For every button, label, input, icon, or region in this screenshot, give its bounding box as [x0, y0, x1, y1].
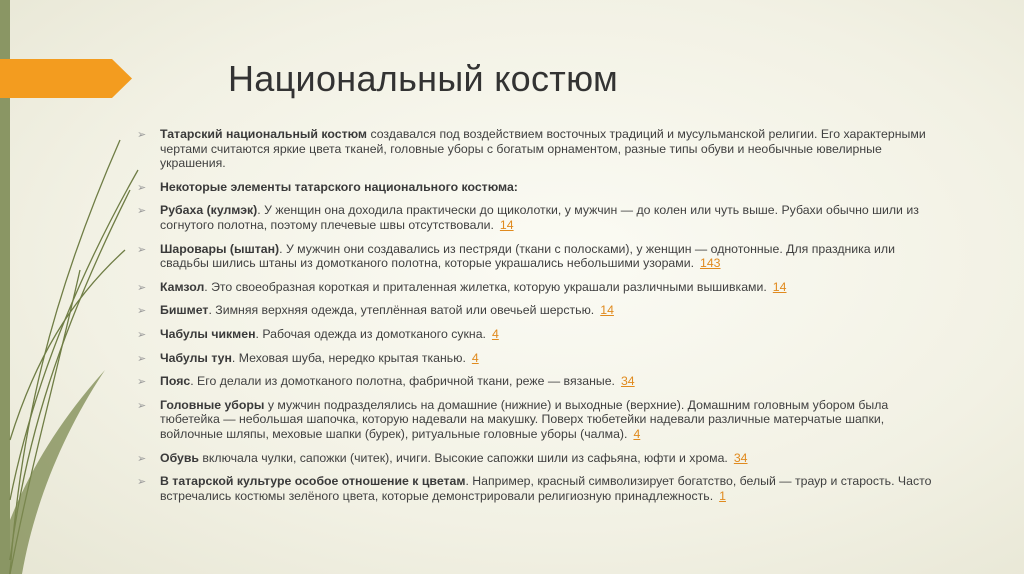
- arrow-bullet-icon: ➢: [137, 205, 147, 218]
- arrow-bullet-icon: ➢: [137, 243, 147, 256]
- list-item: [137, 451, 947, 466]
- item-heading: Камзол: [160, 279, 205, 294]
- arrow-bullet-icon: ➢: [137, 376, 147, 389]
- reference-link[interactable]: 4: [633, 426, 641, 441]
- item-text: . Это своеобразная короткая и приталенная жилетка, которую украшали различными вышивками.: [204, 279, 767, 294]
- item-heading: Чабулы тун: [160, 350, 232, 365]
- list-item: [137, 280, 947, 295]
- reference-link[interactable]: 14: [600, 303, 614, 318]
- title-arrow-shape: [0, 59, 132, 98]
- item-text: создавался под воздействием восточных традиций и мусульманской религии. Его характерными чертами считаются яркие цвета тканей, головные уборы с богатым орнаментом, разные типы обуви и необычные ювелирные украшения.: [160, 127, 926, 171]
- list-item: [137, 242, 947, 271]
- item-text: . У женщин она доходила практически до щиколотки, у мужчин — до колен или чуть выше. Рубахи обычно шили из согнутого полотна, поэтому плечевые швы отсутствовали.: [160, 203, 919, 232]
- reference-link[interactable]: 34: [733, 450, 748, 465]
- arrow-bullet-icon: ➢: [137, 129, 147, 141]
- reference-link[interactable]: 4: [491, 326, 499, 341]
- list-item: [137, 127, 947, 171]
- item-text: . Его делали из домотканого полотна, фабричной ткани, реже — вязаные.: [190, 374, 615, 389]
- arrow-bullet-icon: ➢: [137, 328, 147, 341]
- item-text: включала чулки, сапожки (читек), ичиги. Высокие сапожки шили из сафьяна, юфти и хрома.: [198, 450, 728, 465]
- item-heading: Татарский национальный костюм: [160, 127, 368, 141]
- item-heading: В татарской культуре особое отношение к цветам: [160, 474, 466, 489]
- item-heading: Рубаха (кулмэк): [160, 203, 258, 218]
- arrow-bullet-icon: ➢: [137, 476, 147, 489]
- item-heading: Чабулы чикмен: [160, 326, 256, 341]
- item-heading: Шаровары (ыштан): [160, 241, 280, 256]
- reference-link[interactable]: 34: [620, 374, 635, 389]
- arrow-bullet-icon: ➢: [137, 352, 147, 365]
- slide-title: Национальный костюм: [228, 58, 619, 99]
- arrow-bullet-icon: ➢: [137, 452, 147, 465]
- list-item: [137, 327, 947, 342]
- list-item: [137, 180, 947, 195]
- bullet-list: [137, 127, 947, 503]
- item-text: . Рабочая одежда из домотканого сукна.: [255, 326, 486, 341]
- list-item: [137, 374, 947, 389]
- item-text: . Зимняя верхняя одежда, утеплённая ватой или овечьей шерстью.: [208, 303, 595, 318]
- reference-link[interactable]: 4: [471, 350, 479, 365]
- item-text: . У мужчин они создавались из пестряди (ткани с полосками), у женщин — однотонные. Для праздника или свадьбы шились штаны из домотканого полотна, которые украшались небольшими узорами.: [160, 241, 895, 271]
- list-item: [137, 203, 947, 232]
- item-text: у мужчин подразделялись на домашние (нижние) и выходные (верхние). Домашним головным убором была тюбетейка — небольшая шапочка, которую надевали на макушку. Поверх тюбетейки надевали различные матерчатые шапки, войлочные шляпы, меховые шапки (бурек), ритуальные головные уборы (чалма).: [160, 397, 889, 441]
- item-heading: Головные уборы: [160, 397, 265, 412]
- item-text: . Меховая шуба, нередко крытая тканью.: [231, 350, 466, 365]
- item-text: . Например, красный символизирует богатство, белый — траур и старость. Часто встречались костюмы зелёного цвета, которые демонстрировали религиозную принадлежность.: [160, 474, 932, 503]
- list-item: [137, 398, 947, 442]
- list-item: [137, 303, 947, 318]
- item-heading: Некоторые элементы татарского национального костюма:: [160, 179, 518, 194]
- arrow-bullet-icon: ➢: [137, 305, 147, 318]
- reference-link[interactable]: 14: [772, 279, 787, 294]
- list-item: [137, 351, 947, 366]
- arrow-bullet-icon: ➢: [137, 181, 147, 194]
- item-heading: Бишмет: [160, 303, 209, 318]
- reference-link[interactable]: 14: [499, 217, 514, 232]
- reference-link[interactable]: 1: [719, 488, 726, 503]
- arrow-bullet-icon: ➢: [137, 281, 147, 294]
- arrow-bullet-icon: ➢: [137, 399, 147, 412]
- item-heading: Обувь: [160, 450, 199, 465]
- list-item: [137, 474, 947, 503]
- reference-link[interactable]: 143: [699, 256, 721, 271]
- item-heading: Пояс: [160, 374, 191, 389]
